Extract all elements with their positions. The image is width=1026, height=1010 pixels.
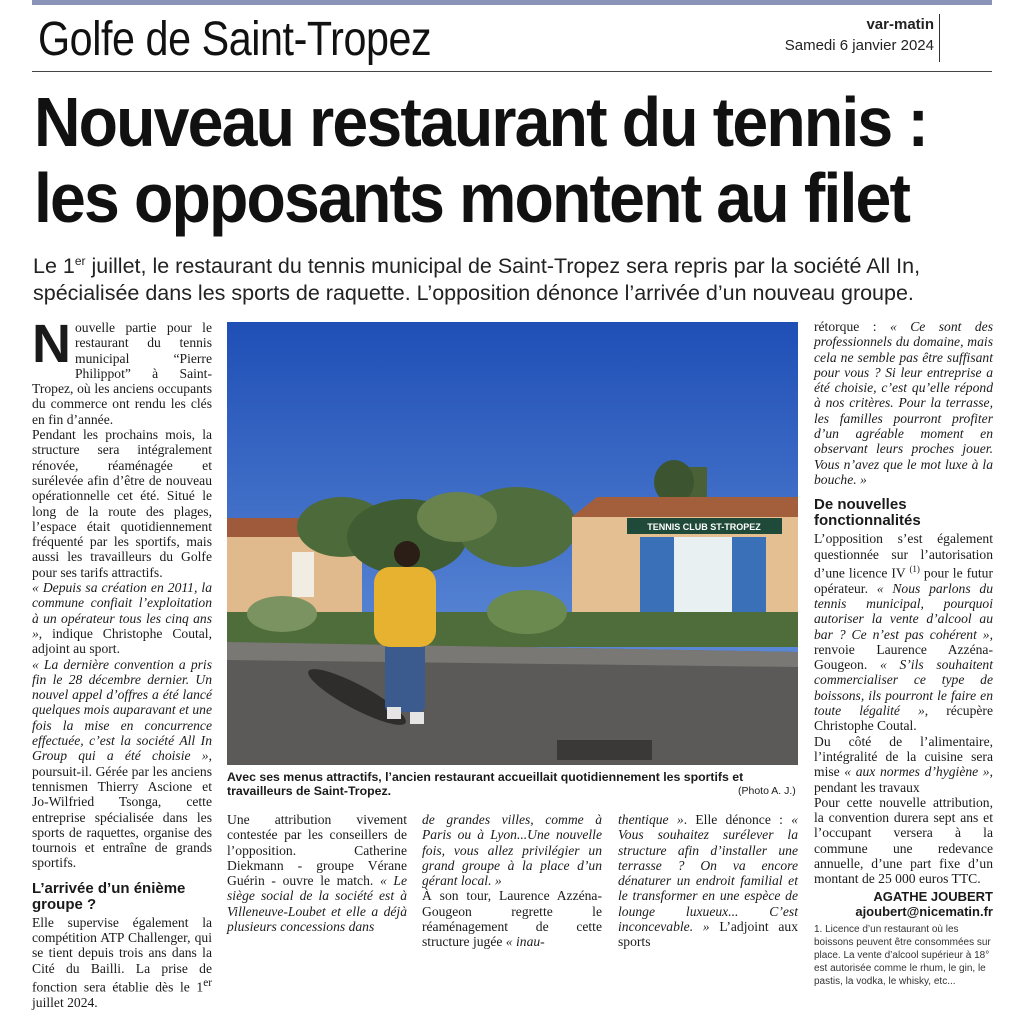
paragraph: [422, 888, 602, 949]
superscript: er: [203, 976, 212, 989]
headline-line-2: les opposants montent au filet: [34, 159, 910, 237]
masthead-divider: [939, 14, 940, 62]
paragraph: [814, 531, 993, 733]
paragraph: Pour cette nouvelle attribution, la convention durera sept ans et l’occupant versera à la commune une redevance annuelle, d’une part fixe d’un montant de 25 000 euros TTC.: [814, 794, 993, 887]
subheading: L’arrivée d’un énième groupe ?: [32, 879, 186, 913]
paragraph-text: L’adjoint aux sports: [618, 919, 798, 950]
paragraph: [814, 734, 993, 795]
quote: « Vous souhaitez surélever la structure afin d’installer une terrasse ? On va encore dénaturer un endroit familial et le transformer en une espèce de lounge luxueux... C’est inconcevable. »: [618, 812, 799, 935]
paragraph: [814, 319, 993, 487]
column-4: [618, 812, 798, 950]
paragraph-text: , pendant les travaux: [814, 764, 993, 795]
author-name: AGATHE JOUBERT: [873, 888, 993, 904]
paragraph: [618, 812, 798, 950]
quote: « Le siège social de la société est à Villeneuve-Loubet et elle a déjà plusieurs concessions dans: [227, 873, 407, 935]
paragraph-text: pour le futur opérateur.: [814, 565, 993, 596]
column-5: [814, 319, 993, 988]
article-headline: [34, 84, 936, 236]
paragraph-text: , renvoie Laurence Azzéna-Gougeon.: [814, 626, 993, 673]
lede-text-cont: juillet, le restaurant du tennis municipal de Saint-Tropez sera repris par la société All In, spécialisée dans les sports de raquette. L’opposition dénonce l’arrivée d’un nouveau groupe.: [33, 254, 921, 306]
quote: « S’ils souhaitent commercialiser ce type de boissons, ils pourront le faire en toute légalité »: [814, 657, 993, 719]
paragraph-text: Une attribution vivement contestée par les conseillers de l’opposition. Catherine Diekmann - groupe Vérane Guérin - ouvre le match.: [227, 812, 407, 889]
column-2: [227, 812, 407, 934]
drop-cap: N: [32, 314, 71, 374]
paragraph: [32, 915, 212, 1010]
club-sign: TENNIS CLUB ST-TROPEZ: [647, 522, 761, 532]
quote: « inau-: [505, 934, 545, 950]
paragraph-text: L’opposition s’est également questionnée sur l’autorisation d’une licence IV: [814, 531, 993, 581]
quote: de grandes villes, comme à Paris ou à Lyon...Une nouvelle fois, vous allez privilégier un grand groupe à la place d’un gérant local. »: [422, 812, 602, 889]
lede-sup: er: [74, 254, 86, 268]
paragraph-text: juillet 2024.: [32, 994, 98, 1010]
publication-date: Samedi 6 janvier 2024: [784, 37, 934, 54]
quote: « Nous parlons du tennis municipal, pourquoi autoriser la vente d’alcool au bar ? Ce n’est pas cohérent »: [814, 580, 993, 642]
paragraph-text: À son tour, Laurence Azzéna-Gougeon regrette le réaménagement de cette structure jugée: [422, 888, 602, 950]
photo-caption: Avec ses menus attractifs, l’ancien restaurant accueillait quotidiennement les sportifs et travailleurs de Saint-Tropez.: [227, 770, 744, 798]
paragraph-text: . Elle dénonce :: [683, 812, 792, 827]
quote: « Depuis sa création en 2011, la commune confiait l’exploitation à un opérateur tous les cinq ans »: [32, 580, 212, 641]
tennis-club-photo: [227, 322, 798, 765]
footnote: 1. Licence d’un restaurant où les boissons peuvent être consommées sur place. La vente d’alcool supérieur à 18° est autorisée comme le rhum, le gin, le pastis, la vodka, le whisky, etc...: [814, 924, 991, 988]
paragraph: [32, 580, 212, 656]
paragraph-text: Du côté de l’alimentaire, l’intégralité de la cuisine sera mise: [814, 733, 993, 780]
paragraph-text: rétorque :: [814, 319, 890, 334]
paragraph-text: , récupère Christophe Coutal.: [814, 703, 993, 734]
newspaper-brand: var-matin: [866, 16, 934, 33]
lede-text: Le 1: [33, 254, 75, 279]
paragraph: Pendant les prochains mois, la structure sera intégralement rénovée, réaménagée et surélevée afin d’être de nouveau opérationnelle cet été. Situé le long de la route des plages, l’espace était quotidiennement fréquenté par les sportifs, mais aussi les travailleurs du Golfe pour ses tarifs attractifs.: [32, 427, 212, 580]
paragraph: ouvelle partie pour le restaurant du tennis municipal “Pierre Philippot” à Saint-Tropez, où les anciens occupants du commerce ont rendu les clés en fin d’année.: [32, 320, 212, 427]
quote: « Ce sont des professionnels du domaine, mais cela ne semble pas être suffisant pour vous ? Si leur entreprise a été choisie, c’est qu’elle répond à nos critères. Pour la terrasse, les familles pourront profiter d’un agréable moment en observant leurs proches jouer. Vous n’avez que le mot luxe à la bouche. »: [814, 319, 993, 487]
paragraph: [227, 812, 407, 934]
paragraph-text: , poursuit-il. Gérée par les anciens tennismen Thierry Ascione et Jo-Wilfried Tsonga, cette entreprise spécialisée dans les sports de raquettes, organise des tournois et entraîne de grands sportifs.: [32, 748, 212, 871]
article-lede: [33, 248, 993, 307]
top-color-bar: [32, 0, 992, 5]
section-title: Golfe de Saint-Tropez: [38, 13, 432, 66]
quote: « aux normes d’hygiène »: [844, 764, 990, 780]
footnote-ref: (1): [909, 563, 920, 574]
masthead: [785, 16, 934, 54]
header-rule: [32, 71, 992, 72]
subheading: De nouvelles fonctionnalités: [814, 496, 921, 530]
column-1: [32, 314, 212, 1010]
quote: thentique »: [618, 812, 684, 827]
paragraph-text: , indique Christophe Coutal, adjoint au sport.: [32, 625, 212, 657]
paragraph-text: Elle supervise également la compétition ATP Challenger, qui se tient depuis trois ans dans la Cité du Bailli. La prise de fonction sera établie dès le 1: [32, 914, 212, 995]
column-3: [422, 812, 602, 950]
article-photo: [227, 322, 798, 765]
photo-credit: (Photo A. J.): [738, 785, 796, 797]
quote: « La dernière convention a pris fin le 28 décembre dernier. Un nouvel appel d’offres a été lancé quelques mois auparavant et une fois la mise en concurrence effectuée, c’est la société All In Group qui a été choisie »: [32, 656, 212, 764]
author-email: ajoubert@nicematin.fr: [855, 903, 993, 919]
headline-line-1: Nouveau restaurant du tennis :: [34, 83, 928, 161]
paragraph: [32, 657, 212, 871]
